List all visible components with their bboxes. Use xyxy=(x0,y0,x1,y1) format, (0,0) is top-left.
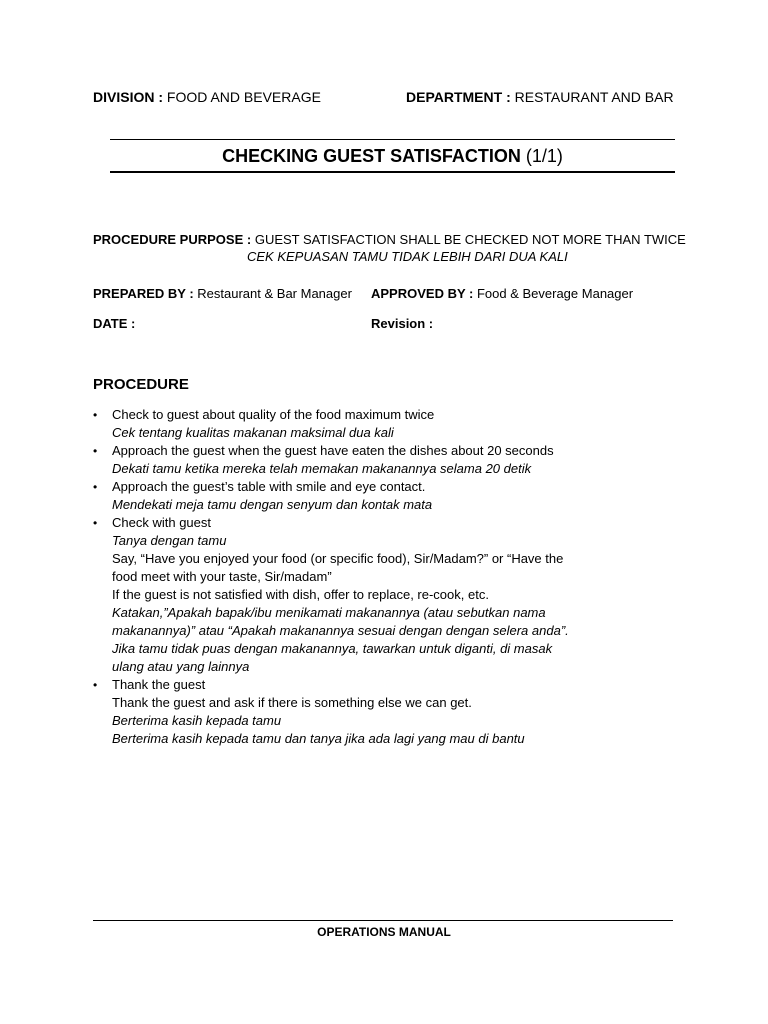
purpose-line xyxy=(93,232,686,247)
approved-label: APPROVED BY : xyxy=(371,286,474,301)
step-line: Check to guest about quality of the food maximum twice xyxy=(112,407,435,422)
procedure-step xyxy=(93,676,693,748)
bullet-marker: • xyxy=(93,480,98,494)
step-line-translation: ulang atau yang lainnya xyxy=(112,659,250,674)
step-line: Thank the guest xyxy=(112,677,206,692)
step-line: Approach the guest’s table with smile and eye contact. xyxy=(112,479,426,494)
step-line-translation: makanannya)” atau “Apakah makanannya sesuai dengan dengan selera anda”. xyxy=(112,623,569,638)
bullet-marker: • xyxy=(93,516,98,530)
step-line-translation: Cek tentang kualitas makanan maksimal dua kali xyxy=(112,425,394,440)
title-main: CHECKING GUEST SATISFACTION xyxy=(222,146,521,166)
title-top-rule xyxy=(110,139,675,140)
prepared-by-field xyxy=(93,286,352,301)
step-line-translation: Katakan,”Apakah bapak/ibu menikamati makanannya (atau sebutkan nama xyxy=(112,605,546,620)
step-line: If the guest is not satisfied with dish, offer to replace, re-cook, etc. xyxy=(112,587,489,602)
step-line: food meet with your taste, Sir/madam” xyxy=(112,569,332,584)
footer-rule xyxy=(93,920,673,921)
bullet-marker: • xyxy=(93,444,98,458)
approved-value: Food & Beverage Manager xyxy=(476,286,634,301)
purpose-label: PROCEDURE PURPOSE : xyxy=(93,232,252,247)
procedure-heading: PROCEDURE xyxy=(93,376,189,393)
step-line-translation: Berterima kasih kepada tamu xyxy=(112,713,282,728)
step-line-translation: Tanya dengan tamu xyxy=(112,533,227,548)
division-label: DIVISION : xyxy=(93,89,164,105)
procedure-step xyxy=(93,514,693,676)
step-line: Say, “Have you enjoyed your food (or specific food), Sir/Madam?” or “Have the xyxy=(112,551,564,566)
prepared-value: Restaurant & Bar Manager xyxy=(197,286,352,301)
revision-label: Revision : xyxy=(371,316,434,331)
step-line-translation: Jika tamu tidak puas dengan makanannya, tawarkan untuk diganti, di masak xyxy=(112,641,553,656)
division-field xyxy=(93,89,321,105)
procedure-step xyxy=(93,406,693,442)
purpose-translation: CEK KEPUASAN TAMU TIDAK LEBIH DARI DUA KALI xyxy=(247,249,568,264)
title-bottom-rule xyxy=(110,171,675,173)
page-title xyxy=(110,146,675,167)
title-page: (1/1) xyxy=(525,146,563,166)
division-value: FOOD AND BEVERAGE xyxy=(166,89,321,105)
step-line: Thank the guest and ask if there is something else we can get. xyxy=(112,695,472,710)
approved-by-field xyxy=(371,286,633,301)
department-field xyxy=(406,89,674,105)
bullet-marker: • xyxy=(93,678,98,692)
date-label: DATE : xyxy=(93,316,136,331)
purpose-text: GUEST SATISFACTION SHALL BE CHECKED NOT MORE THAN TWICE xyxy=(254,232,686,247)
step-line-translation: Mendekati meja tamu dengan senyum dan kontak mata xyxy=(112,497,433,512)
department-value: RESTAURANT AND BAR xyxy=(514,89,674,105)
step-line: Check with guest xyxy=(112,515,211,530)
footer-label: OPERATIONS MANUAL xyxy=(317,925,451,939)
step-line-translation: Dekati tamu ketika mereka telah memakan makanannya selama 20 detik xyxy=(112,461,532,476)
procedure-list xyxy=(93,406,693,748)
prepared-label: PREPARED BY : xyxy=(93,286,194,301)
procedure-step xyxy=(93,442,693,478)
procedure-step xyxy=(93,478,693,514)
bullet-marker: • xyxy=(93,408,98,422)
step-line-translation: Berterima kasih kepada tamu dan tanya jika ada lagi yang mau di bantu xyxy=(112,731,525,746)
department-label: DEPARTMENT : xyxy=(406,89,511,105)
step-line: Approach the guest when the guest have eaten the dishes about 20 seconds xyxy=(112,443,554,458)
